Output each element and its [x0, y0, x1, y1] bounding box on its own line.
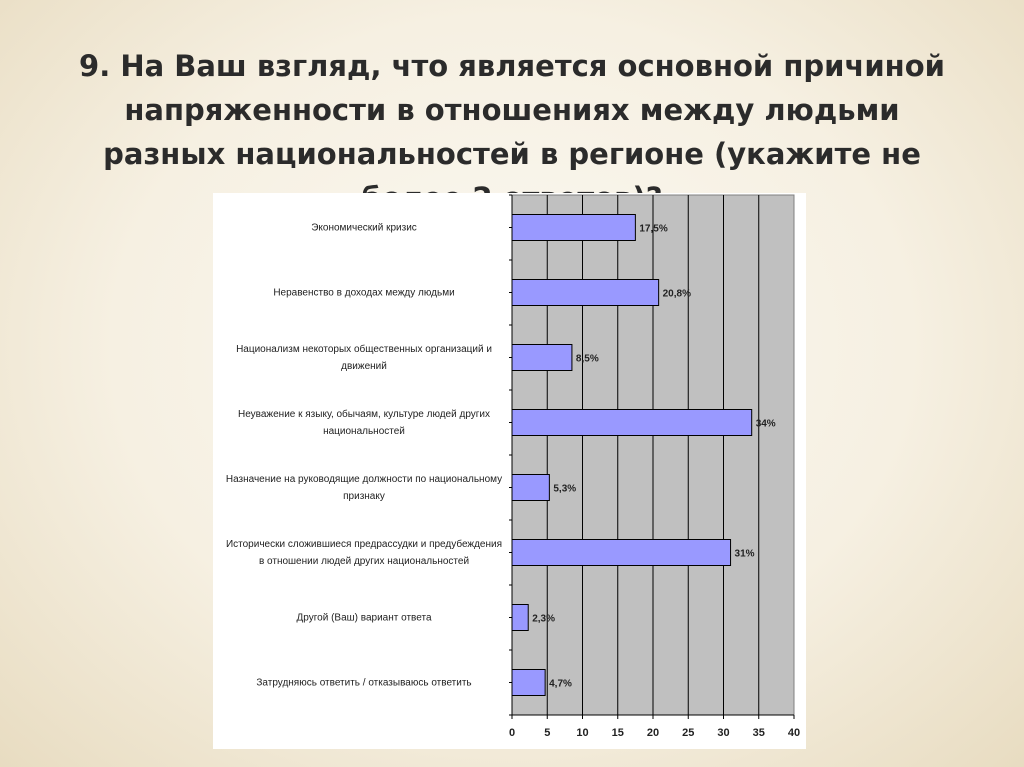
category-label: Неравенство в доходах между людьми — [273, 287, 455, 298]
category-label: Экономический кризис — [311, 222, 417, 233]
x-tick-label: 15 — [611, 727, 624, 739]
value-label: 2,3% — [532, 613, 556, 625]
value-label: 8,5% — [575, 353, 599, 365]
bar-chart — [213, 193, 806, 749]
bar — [512, 605, 528, 631]
value-label: 34% — [755, 418, 776, 430]
bar — [512, 280, 659, 306]
value-label: 4,7% — [549, 678, 572, 690]
bar — [512, 215, 635, 241]
category-label: Исторически сложившиеся предрассудки и предубеждения в отношении людей других национальностей — [225, 538, 503, 567]
bar — [512, 670, 545, 696]
value-label: 17,5% — [639, 223, 668, 235]
category-label: Назначение на руководящие должности по национальному признаку — [225, 473, 503, 502]
value-label: 5,3% — [553, 483, 577, 495]
bar — [512, 475, 549, 501]
value-label: 31% — [734, 548, 755, 560]
x-tick-label: 30 — [717, 727, 730, 739]
category-label: Затрудняюсь ответить / отказываюсь ответить — [256, 677, 472, 688]
chart-panel — [213, 193, 806, 749]
value-label: 20,8% — [662, 288, 691, 300]
x-tick-label: 40 — [787, 727, 801, 739]
x-tick-label: 25 — [682, 727, 695, 739]
x-tick-label: 10 — [576, 727, 589, 739]
x-tick-label: 5 — [544, 727, 551, 739]
x-tick-label: 35 — [752, 727, 765, 739]
slide-title: 9. На Ваш взгляд, что является основной причиной напряженности в отношениях между людьми разных национальностей в регионе (укажите не — [79, 49, 945, 171]
x-tick-label: 20 — [646, 727, 660, 739]
category-label: Неуважение к языку, обычаям, культуре людей других национальностей — [237, 408, 491, 437]
category-label: Другой (Ваш) вариант ответа — [296, 612, 432, 623]
bar — [512, 540, 731, 566]
bar — [512, 345, 572, 371]
x-tick-label: 0 — [508, 727, 516, 739]
bar — [512, 410, 752, 436]
category-label: Национализм некоторых общественных организаций и движений — [236, 343, 492, 372]
